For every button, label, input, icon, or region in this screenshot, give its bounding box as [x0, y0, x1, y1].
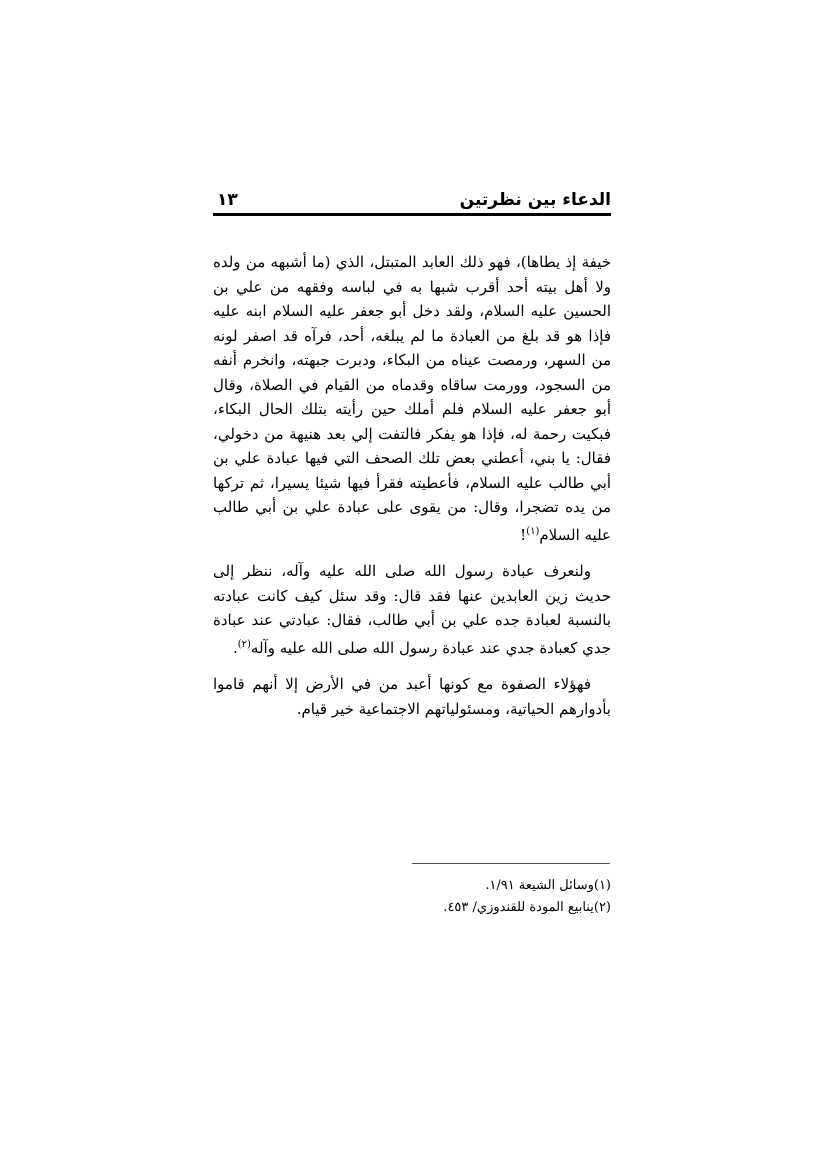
running-title: الدعاء بين نظرتين: [459, 190, 611, 210]
paragraph-1: [213, 250, 611, 547]
footnote-2: (٢)ينابيع المودة للقندوزي/ ٤٥٣.: [443, 900, 611, 915]
header-rule: [213, 213, 611, 216]
page-header: [213, 188, 611, 212]
paragraph-2-text: ولنعرف عبادة رسول الله صلى الله عليه وآله، ننظر إلى حديث زين العابدين عنها فقد قال: وقد سئل كيف كانت عبادته بالنسبة لعبادة جده علي بن أبي طالب، فقال: عبادتي عند عبادة جدي كعبادة جدي عند عبادة رسول الله صلى الله عليه وآله: [213, 562, 611, 657]
paragraph-3: فهؤلاء الصفوة مع كونها أعبد من في الأرض إلا أنهم قاموا بأدوارهم الحياتية، ومسئولياتهم الاجتماعية خير قيام.: [213, 675, 611, 718]
footnotes: [213, 875, 611, 919]
body-text: [213, 250, 611, 733]
page-number: ١٣: [217, 190, 238, 210]
footnote-rule: [412, 863, 610, 864]
paragraph-1-tail: !: [520, 525, 527, 544]
paragraph-2: [213, 559, 611, 660]
paragraph-1-text: خيفة إذ يطاها)، فهو ذلك العابد المتبتل، الذي (ما أشبهه من ولده ولا أهل بيته أحد أقرب شبها به في لباسه وفقهه من علي بن الحسين عليه السلام، ولقد دخل أبو جعفر عليه السلام ابنه عليه فإذا هو قد بلغ من العبادة ما لم يبلغه، أحد، فرآه قد اصفر لونه من السهر، ورمصت عيناه من البكاء، ودبرت جبهته، وانخرم أنفه من السجود، وورمت ساقاه وقدماه من القيام في الصلاة، وقال أبو جعفر عليه السلام فلم أملك حين رأيته بتلك الحال البكاء، فبكيت رحمة له، فإذا هو يفكر فالتفت إلي بعد هنيهة من دخولي، فقال: يا بني، أعطني بعض تلك الصحف التي فيها عبادة علي بن أبي طالب عليه السلام، فأعطيته فقرأ فيها شيئا يسيرا، ثم تركها من يده تضجرا، وقال: من يقوى على عبادة علي بن أبي طالب عليه السلام: [213, 253, 611, 544]
footnote-ref-2: (٢): [237, 638, 251, 650]
footnote-ref-1: (١): [526, 525, 540, 537]
paragraph-2-tail: .: [232, 638, 238, 657]
footnote-1: (١)وسائل الشيعة ١/٩١.: [485, 878, 611, 893]
